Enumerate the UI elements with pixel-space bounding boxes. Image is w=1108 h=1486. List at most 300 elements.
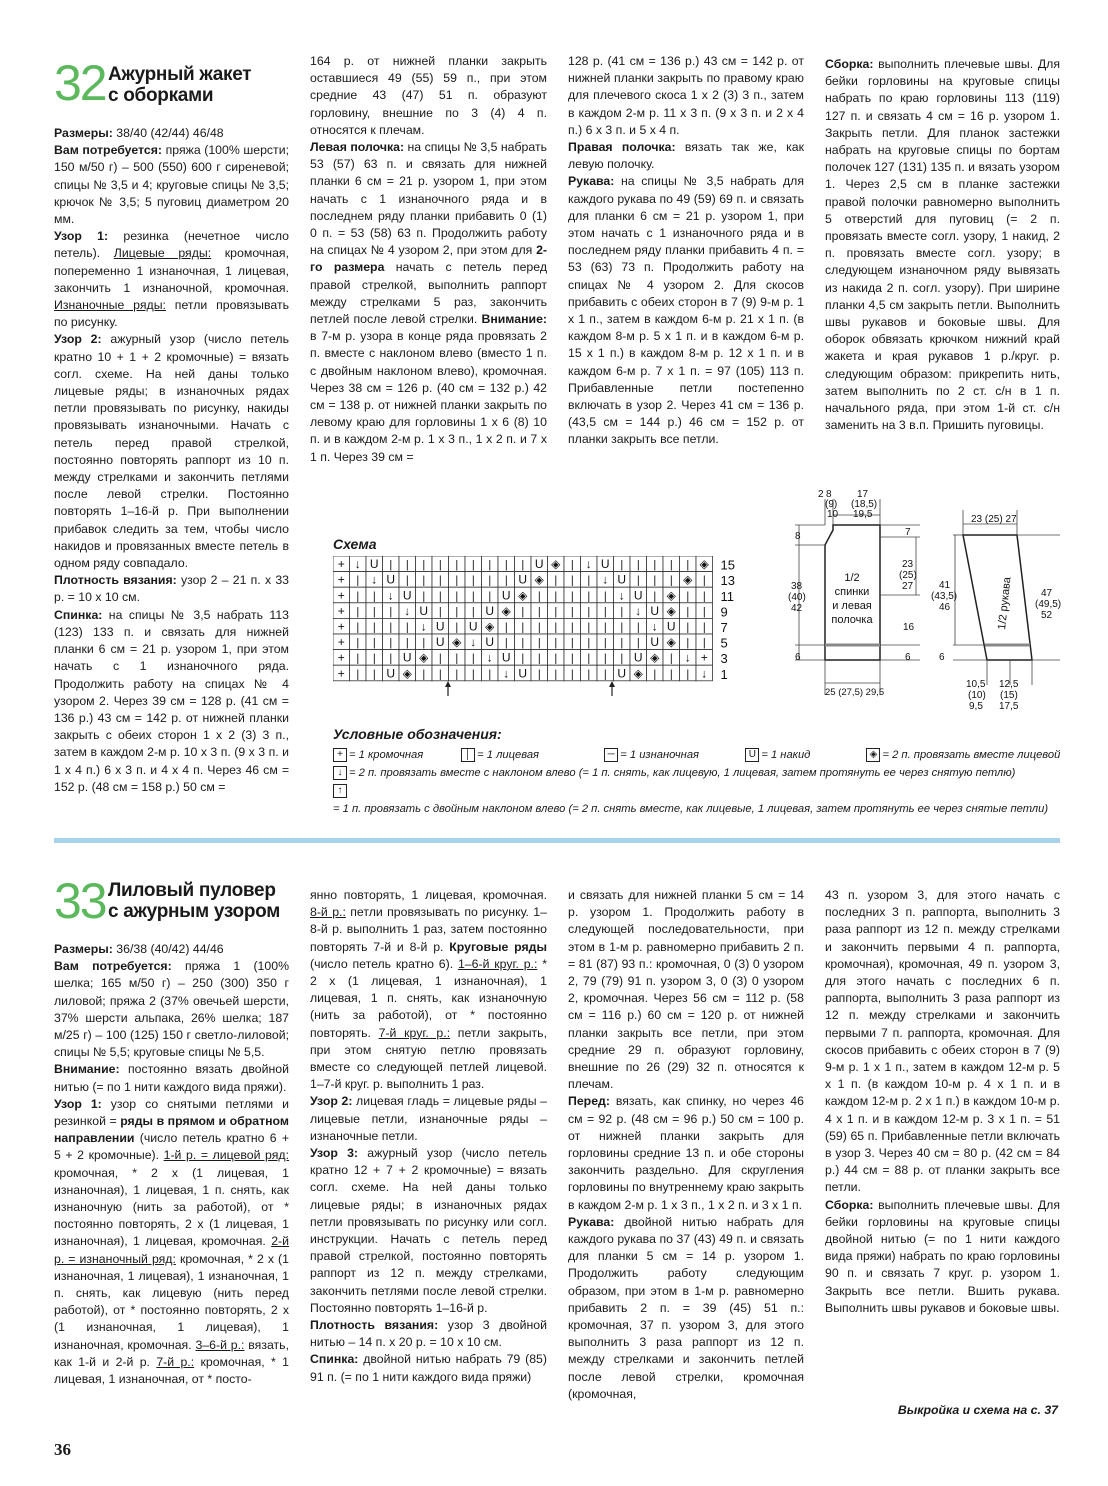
- chart-symbol: ↓: [618, 588, 625, 603]
- left-decrease-icon: ↓: [333, 766, 347, 780]
- pattern-title-33: [108, 880, 280, 922]
- chart-symbol: +: [337, 557, 345, 572]
- chart-symbol: |: [686, 590, 690, 603]
- chart-symbol: |: [389, 605, 393, 618]
- chart-symbol: |: [389, 652, 393, 665]
- chart-symbol: |: [702, 637, 706, 650]
- k2tog-icon: ◈: [866, 748, 880, 762]
- chart-symbol: ↓: [354, 557, 361, 572]
- chart-symbol: ↓: [371, 572, 378, 587]
- m-38b: (40): [788, 592, 806, 603]
- chart-symbol: |: [471, 559, 475, 572]
- chart-symbol: |: [455, 621, 459, 634]
- chart-symbol: |: [422, 637, 426, 650]
- s-top: 23 (25) 27: [971, 514, 1017, 525]
- chart-symbol: |: [422, 668, 426, 681]
- paragraph: Спинка: на спицы № 3,5 набрать 113 (123) 133 п. и связать для нижней планки 6 см = 21 р. узором 1, при этом начать с 1 изнаночного ряда. Продолжить работу на спицах № 4 узором 2. Через 39 см = 128 р. (41 см = 136 р.) 43 см = 142 р. от нижней планки закрыть с обеих сторон 1 х 2 (3) 3 п., затем в каждом 2-м р. 10 х 3 п. (9 х 3 п. и 1 х 4 п.) 6 х 3 п. и 4 х 4 п. Через 46 см = 152 р. (48 см = 158 р.) 50 см =: [54, 607, 289, 794]
- title-line: Ажурный жакет: [108, 64, 252, 85]
- chart-symbol: U: [501, 650, 511, 665]
- chart-symbol: |: [356, 652, 360, 665]
- chart-symbol: |: [521, 652, 525, 665]
- chart-symbol: |: [356, 637, 360, 650]
- s-41a: 41: [939, 580, 951, 591]
- chart-symbol: |: [669, 559, 673, 572]
- chart-symbol: +: [337, 619, 345, 634]
- p33-column-1: [54, 941, 289, 1388]
- chart-symbol: |: [587, 652, 591, 665]
- chart-row-number: 11: [720, 588, 734, 604]
- chart-symbol: |: [471, 605, 475, 618]
- chart-symbol: |: [372, 590, 376, 603]
- chart-symbol: |: [455, 668, 459, 681]
- chart-symbol: |: [422, 559, 426, 572]
- chart-symbol: |: [504, 637, 508, 650]
- sleeve-label: 1/2 рукава: [996, 576, 1014, 631]
- chart-row-number: 1: [720, 666, 728, 682]
- repeat-arrow-left-head: [609, 681, 615, 687]
- chart-symbol: |: [620, 637, 624, 650]
- repeat-arrow-right-head: [445, 681, 451, 687]
- chart-symbol: |: [356, 668, 360, 681]
- chart-symbol: |: [587, 574, 591, 587]
- chart-symbol: +: [337, 635, 345, 650]
- chart-symbol: |: [636, 559, 640, 572]
- chart-symbol: U: [633, 650, 643, 665]
- m-top2: 8: [826, 489, 832, 500]
- chart-symbol: U: [518, 572, 528, 587]
- chart-symbol: |: [620, 559, 624, 572]
- chart-symbol: |: [702, 605, 706, 618]
- paragraph: Размеры: 36/38 (40/42) 44/46: [54, 942, 224, 956]
- paragraph: 164 р. от нижней планки закрыть оставшиеся 49 (55) 59 п., при этом средние 43 (47) 51 п. образуют горловину, внешние по 3 (4) 4 п. относятся к плечам.: [310, 54, 547, 137]
- m-23a: 23: [902, 559, 914, 570]
- legend-knit-text: = 1 лицевая: [477, 749, 540, 761]
- legend-item-edge: [333, 746, 458, 764]
- chart-row-numbers: [721, 558, 735, 682]
- chart-symbol: |: [521, 637, 525, 650]
- chart-symbol: |: [686, 621, 690, 634]
- chart-symbol: |: [603, 621, 607, 634]
- s-47c: 52: [1041, 610, 1053, 621]
- m-16: 16: [903, 622, 915, 633]
- chart-symbol: |: [554, 637, 558, 650]
- chart-symbol: |: [686, 637, 690, 650]
- chart-row-number: 7: [720, 620, 728, 635]
- chart-symbol: |: [455, 652, 459, 665]
- legend-purl-text: = 1 изнаночная: [620, 749, 700, 761]
- chart-symbol: |: [537, 605, 541, 618]
- chart-symbol: |: [504, 559, 508, 572]
- chart-symbol: |: [356, 590, 360, 603]
- legend-item-k2tog: [866, 746, 1060, 764]
- paragraph: Узор 1: резинка (нечетное число петель). Лицевые ряды: кромочная, попеременно 1 изнаночная, 1 лицевая, закончить 1 изнаночной, кромочная. Изнаночные ряды: петли провязывать по рисунку.: [54, 229, 289, 330]
- paragraph: Узор 3: ажурный узор (число петель кратно 12 + 7 + 2 кромочные) = вязать согл. схеме. На ней даны только лицевые ряды; в изнаночных рядах петли провязывать по рисунку или согл. инструкции. Начать с петель перед правой стрелкой, постоянно повторять раппорт из 12 п. между стрелками, закончить петлями после левой стрелки. Постоянно повторять 1–16-й р.: [310, 1146, 548, 1315]
- sleeve-schematic: [925, 500, 1065, 715]
- footer-note: Выкройка и схема на с. 37: [897, 1403, 1058, 1417]
- chart-symbol: |: [686, 668, 690, 681]
- paragraph: Перед: вязать, как спинку, но через 46 см = 92 р. (48 см = 96 р.) 50 см = 100 р. от нижней планки закрыть для горловины средние 13 п. и обе стороны закончить раздельно. Для скругления горловины по внутреннему краю закрыть в каждом 2-м р. 1 х 3 п., 1 х 2 п. и 3 х 1 п.: [568, 1094, 804, 1212]
- chart-symbol: |: [686, 605, 690, 618]
- chart-symbol: ◈: [650, 650, 660, 665]
- pattern-number-33: 33: [54, 873, 106, 929]
- chart-symbol: |: [521, 621, 525, 634]
- chart-symbol: |: [504, 621, 508, 634]
- chart-symbol: |: [356, 605, 360, 618]
- chart-symbol: |: [537, 590, 541, 603]
- chart-symbol: |: [372, 668, 376, 681]
- chart-symbol: |: [405, 637, 409, 650]
- chart-symbol: |: [422, 574, 426, 587]
- chart-symbol: ↓: [684, 650, 691, 665]
- chart-symbol: |: [372, 605, 376, 618]
- pattern-number-32: 32: [54, 55, 106, 111]
- paragraph: Сборка: выполнить плечевые швы. Для бейки горловины на круговые спицы набрать по краю горловины 113 (119) 127 п. и связать 4 см = 16 р. узором 1. Закрыть петли. Для планок застежки набрать на круговые спицы по бортам полочек 127 (131) 135 п. и вязать узором 1. Через 2,5 см в планке застежки правой полочки равномерно выполнить 5 отверстий для пуговиц (= 2 п. провязать вместе согл. узору, 1 накид, 2 п. провязать вместе согл. узору; в следующем изнаночном ряду вывязать из накида 2 п. согл. узору). При ширине планки 4,5 см закрыть петли. Выполнить швы рукавов и боковые швы. Для оборок обвязать крючком нижний край жакета и края рукавов 1 р./круг. р. следующим образом: прикрепить нить, затем выполнить по 2 ст. с/н в 1 п. начального ряда, при этом 1-й ст. с/н заменить на 3 в.п. Пришить пуговицы.: [825, 57, 1060, 433]
- m-38c: 42: [791, 603, 803, 614]
- s-47b: (49,5): [1035, 599, 1062, 610]
- chart-symbol: ◈: [534, 572, 544, 587]
- legend: [333, 746, 1063, 818]
- legend-edge-text: = 1 кромочная: [349, 749, 424, 761]
- p32-column-2: [310, 53, 547, 466]
- chart-symbol: |: [488, 668, 492, 681]
- paragraph: Сборка: выполнить плечевые швы. Для бейки горловины на круговые спицы двойной нитью (= по 1 нити каждого вида пряжи) набрать по краю горловины 90 п. и связать 7 круг. р. узором 1. Закрыть все петли. Вшить рукава. Выполнить швы рукавов и боковые швы.: [825, 1197, 1060, 1315]
- chart-symbol: |: [686, 559, 690, 572]
- chart-symbol: |: [488, 590, 492, 603]
- m-top5: 17: [857, 489, 869, 500]
- chart-symbol: |: [587, 637, 591, 650]
- chart-symbol: |: [438, 590, 442, 603]
- paragraph: Плотность вязания: узор 3 двойной нитью – 14 п. х 20 р. = 10 х 10 см.: [310, 1318, 547, 1350]
- chart-symbol: |: [669, 652, 673, 665]
- chart-symbol: |: [372, 621, 376, 634]
- chart-row-number: 5: [720, 635, 728, 651]
- legend-left-dec-text: = 2 п. провязать вместе с наклоном влево (= 1 п. снять, как лицевую, 1 лицевая, затем протянуть ее через снятую петлю): [349, 767, 1016, 779]
- chart-grid: [333, 556, 713, 681]
- legend-yo-text: = 1 накид: [761, 749, 811, 761]
- legend-item-knit: [461, 746, 601, 764]
- paragraph: 43 п. узором 3, для этого начать с последних 3 п. раппорта, выполнить 3 раза раппорт из 12 п. между стрелками и закончить первыми 4 п. раппорта, кромочная), кромочная, 49 п. узором 3, для этого начать с последних 6 п. раппорта, выполнить 3 раза раппорт из 12 п. между стрелками и закончить первыми 7 п. раппорта, кромочная. Для скосов прибавить с обеих сторон в 7 (9) 9-м р. 1 х 1 п., затем в каждом 12-м р. 5 х 1 п. (в каждом 10-м р. 4 х 1 п. и в каждом 12-м р. 2 х 1 п.) в каждом 10-м р. 4 х 1 п. и в каждом 12-м р. 3 х 1 п. = 51 (59) 65 п. Прибавленные петли включать в узор 3. Через 40 см = 80 р. (42 см = 84 р.) 44 см = 88 р. от планки закрыть все петли.: [825, 888, 1060, 1195]
- chart-symbol: U: [617, 572, 627, 587]
- chart-symbol: |: [570, 559, 574, 572]
- m-top1: 2: [818, 489, 824, 500]
- chart-symbol: |: [521, 605, 525, 618]
- chart-symbol: U: [666, 619, 676, 634]
- chart-symbol: ↓: [404, 603, 411, 618]
- chart-symbol: ◈: [419, 650, 429, 665]
- p32-column-3: [568, 53, 804, 449]
- paragraph: и связать для нижней планки 5 см = 14 р. узором 1. Продолжить работу в следующей последовательности, при этом в 1-м р. равномерно прибавить 2 п. = 81 (87) 93 п.: кромочная, 0 (3) 0 узором 2, 79 (79) 91 п. узором 3, 0 (3) 0 узором 2, кромочная. Через 56 см = 112 р. (58 см = 116 р.) 60 см = 120 р. от нижней планки закрыть все петли, при этом средние 29 п. образуют горловину, внешние по 26 (29) 32 п. относятся к плечам.: [568, 888, 804, 1092]
- chart-symbol: +: [337, 603, 345, 618]
- legend-item-purl: [604, 746, 742, 764]
- chart-symbol: ↓: [470, 635, 477, 650]
- legend-title: Условные обозначения:: [333, 726, 502, 742]
- chart-symbol: |: [570, 574, 574, 587]
- chart-symbol: |: [653, 574, 657, 587]
- chart-symbol: U: [617, 666, 627, 681]
- chart-symbol: U: [650, 635, 660, 650]
- chart-symbol: |: [455, 574, 459, 587]
- p33-column-3: [568, 887, 804, 1403]
- chart-symbol: ◈: [501, 603, 511, 618]
- m-top4: 10: [827, 509, 839, 520]
- chart-symbol: |: [653, 668, 657, 681]
- chart-symbol: |: [356, 621, 360, 634]
- back-label-2: спинки: [834, 586, 870, 598]
- chart-symbol: |: [570, 637, 574, 650]
- page-number: 36: [54, 1440, 71, 1459]
- chart-symbol: ◈: [666, 603, 676, 618]
- chart-symbol: |: [570, 668, 574, 681]
- p32-column-1: [54, 125, 289, 796]
- chart-symbol: |: [653, 590, 657, 603]
- chart-symbol: |: [603, 637, 607, 650]
- s-b1c: 9,5: [969, 701, 983, 712]
- chart-symbol: U: [435, 635, 445, 650]
- chart-symbol: |: [603, 605, 607, 618]
- chart-symbol: |: [702, 574, 706, 587]
- paragraph: Рукава: двойной нитью набрать для каждого рукава по 37 (43) 49 п. и связать для планки 5 см = 14 р. узором 1. Продолжить работу следующим образом, при этом в 1-м р. равномерно прибавить 2 п. = 39 (45) 51 п.: кромочная, 37 п. узором 3, для этого выполнить 3 раза раппорт из 12 п. между стрелками и закончить петлей после левой стрелки, кромочная (кромочная,: [568, 1214, 804, 1401]
- chart-symbol: |: [570, 621, 574, 634]
- paragraph: Вам потребуется: пряжа (100% шерсти; 150 м/50 г) – 500 (550) 600 г сиреневой; спицы № 3,5 и 4; круговые спицы № 3,5; крючок № 3,5; 5 пуговиц диаметром 20 мм.: [54, 143, 289, 227]
- chart-symbol: U: [633, 588, 643, 603]
- paragraph: Рукава: на спицы № 3,5 набрать для каждого рукава по 49 (59) 69 п. и связать для планки 6 см = 21 р. узором 1, при этом начать с 1 изнаночного ряда и в последнем ряду планки прибавить 4 п. = 53 (63) 73 п. Продолжить работу на спицах № 4 узором 2. Для скосов прибавить с обеих сторон в 7 (9) 9-м р. 1 х 1 п., затем в каждом 6-м р. 21 х 1 п. (в каждом 8-м р. 5 х 1 п. и в каждом 6-м р. 15 х 1 п.) в каждом 8-м р. 12 х 1 п. и в каждом 6-м р. 7 х 1 п. = 97 (105) 113 п. Прибавленные петли постепенно включать в узор 2. Через 41 см = 136 р. (43,5 см = 144 р.) 46 см = 152 р. от планки закрыть все петли.: [568, 174, 804, 447]
- chart-symbol: ◈: [699, 557, 709, 572]
- chart-symbol: +: [337, 650, 345, 665]
- chart-symbol: U: [501, 588, 511, 603]
- chart-symbol: ◈: [633, 666, 643, 681]
- chart-symbol: ◈: [666, 635, 676, 650]
- paragraph: янно повторять, 1 лицевая, кромочная. 8-й р.: петли провязывать по рисунку. 1–8-й р. выполнить 1 раз, затем постоянно повторять 7-й и 8-й р. Круговые ряды (число петель кратно 6). 1–6-й круг. р.: * 2 х (1 лицевая, 1 изнаночная), 1 лицевая, 1 п. снять, как изнаночную (нить за работой), от * постоянно повторять. 7-й круг. р.: петли закрыть, при этом снятую петлю провязать вместе со следующей петлей лицевой. 1–7-й круг. р. выполнить 1 раз.: [310, 888, 547, 1092]
- chart-symbol: ◈: [518, 588, 528, 603]
- legend-double-dec-text: = 1 п. провязать с двойным наклоном влево (= 2 п. снять вместе, как лицевые, 1 лицевая, затем протянуть ее через снятые петли): [333, 803, 1049, 815]
- chart-symbol: |: [405, 559, 409, 572]
- p33-column-4: [825, 887, 1060, 1317]
- s-b1a: 10,5: [966, 679, 986, 690]
- chart-symbol: |: [488, 574, 492, 587]
- legend-item-yo: [745, 746, 863, 764]
- chart-symbol: U: [386, 572, 396, 587]
- chart-symbol: ◈: [452, 635, 462, 650]
- chart-symbol: |: [438, 605, 442, 618]
- chart-symbol: |: [356, 574, 360, 587]
- chart-symbol: ↓: [635, 603, 642, 618]
- knit-symbol-icon: │: [461, 748, 475, 762]
- m-top3: (9): [825, 499, 838, 510]
- chart-symbol: |: [702, 621, 706, 634]
- paragraph: Узор 2: ажурный узор (число петель кратно 10 + 1 + 2 кромочные) = вязать согл. схеме. На ней даны только лицевые ряды; в изнаночных рядах петли провязывать по рисунку, накиды провязывать изнаночными. Начать с петель перед правой стрелкой, постоянно повторять раппорт из 10 п. между стрелками и закончить петлями после левой стрелки. Постоянно повторять 1–16-й р. При выполнении прибавок следить за тем, чтобы число накидов и провязанных вместе петель в одном ряду совпадало.: [54, 332, 290, 571]
- chart-symbol: |: [504, 574, 508, 587]
- paragraph: Узор 1: узор со снятыми петлями и резинкой = ряды в прямом и обратном направлении (число петель кратно 6 + 5 + 2 кромочные). 1-й р. = лицевой ряд: кромочная, * 2 х (1 лицевая, 1 изнаночная), 1 лицевая, 1 п. снять, как изнаночную (нить за работой), от * постоянно повторять, 2 х (1 лицевая, 1 изнаночная), 1 лицевая, кромочная. 2-й р. = изнаночный ряд: кромочная, * 2 х (1 изнаночная, 1 лицевая), 1 изнаночная, 1 п. снять, как лицевую (нить перед работой), от * постоянно повторять, 2 х (1 изнаночная, 1 лицевая), 1 изнаночная, кромочная. 3–6-й р.: вязать, как 1-й и 2-й р. 7-й р.: кромочная, * 1 лицевая, 1 изнаночная, от * посто-: [54, 1096, 289, 1387]
- paragraph: Левая полочка: на спицы № 3,5 набрать 53 (57) 63 п. и связать для нижней планки 6 см = 21 р. узором 1, при этом начать с 1 изнаночного ряда и в последнем ряду планки прибавить 0 (1) 0 п. = 53 (58) 63 п. Продолжить работу на спицах № 4 узором 2, при этом для 2-го размера начать с петель перед правой стрелкой, выполнить раппорт между стрелками 5 раз, закончить петлей после левой стрелки. Внимание: в 7-м р. узора в конце ряда провязать 2 п. вместе с наклоном влево (вместо 1 п. с двойным наклоном влево), кромочная. Через 38 см = 126 р. (40 см = 132 р.) 42 см = 138 р. от нижней планки закрыть по левому краю для горловины 1 х 6 (8) 10 п. и в каждом 2-м р. 1 х 3 п., 1 х 2 п. и 7 х 1 п. Через 39 см =: [310, 140, 547, 464]
- chart-symbol: |: [488, 559, 492, 572]
- chart-symbol: |: [537, 652, 541, 665]
- yarn-over-icon: U: [745, 748, 759, 762]
- chart-row-number: 13: [720, 573, 735, 589]
- purl-symbol-icon: ─: [604, 748, 618, 762]
- chart-symbol: U: [485, 635, 495, 650]
- chart-symbol: |: [372, 637, 376, 650]
- chart-symbol: |: [405, 574, 409, 587]
- chart-symbol: |: [570, 652, 574, 665]
- chart-title: Схема: [333, 536, 377, 552]
- chart-symbol: ↓: [420, 619, 427, 634]
- chart-symbol: U: [650, 603, 660, 618]
- m-23c: 27: [902, 581, 914, 592]
- chart-symbol: |: [554, 652, 558, 665]
- chart-symbol: U: [402, 588, 412, 603]
- chart-symbol: ↓: [503, 666, 510, 681]
- chart-row-number: 15: [720, 557, 735, 573]
- legend-row-3: [333, 782, 1063, 818]
- chart-symbol: |: [471, 590, 475, 603]
- m-6a: 6: [795, 652, 801, 663]
- chart-symbol: U: [518, 666, 528, 681]
- paragraph: Плотность вязания: узор 2 – 21 п. х 33 р. = 10 х 10 см.: [54, 573, 290, 605]
- chart-symbol: |: [455, 559, 459, 572]
- paragraph: Вам потребуется: пряжа 1 (100% шелка; 165 м/50 г) – 250 (300) 350 г лиловой; пряжа 2 (37% овечьей шерсти, 37% шерсти альпака, 26% шелка; 187 м/25 г) – 100 (125) 150 г светло-лиловой; спицы № 5,5; круговые спицы № 5,5.: [54, 959, 289, 1060]
- chart-symbol: |: [422, 590, 426, 603]
- m-top7: 19,5: [853, 509, 873, 520]
- s-6: 6: [939, 652, 945, 663]
- chart-symbol: |: [620, 652, 624, 665]
- chart-symbol: ↓: [486, 650, 493, 665]
- chart-symbol: |: [587, 668, 591, 681]
- paragraph: Правая полочка: вязать так же, как левую полочку.: [568, 140, 805, 172]
- back-label-3: и левая: [832, 600, 872, 612]
- chart-symbol: ◈: [683, 572, 693, 587]
- chart-symbol: |: [702, 590, 706, 603]
- chart-symbol: U: [485, 603, 495, 618]
- chart-symbol: ↓: [651, 619, 658, 634]
- chart-symbol: |: [372, 652, 376, 665]
- pattern-title-32: [108, 64, 251, 106]
- edge-symbol-icon: +: [333, 748, 347, 762]
- chart-symbol: |: [603, 668, 607, 681]
- chart-row-number: 3: [720, 651, 728, 667]
- m-8: 8: [795, 531, 801, 542]
- chart-symbol: |: [438, 652, 442, 665]
- chart-symbol: ◈: [402, 666, 412, 681]
- section-divider: [54, 838, 1060, 843]
- s-b1b: (10): [968, 690, 986, 701]
- chart-symbol: ↓: [585, 557, 592, 572]
- paragraph: 128 р. (41 см = 136 р.) 43 см = 142 р. от нижней планки закрыть по правому краю для плечевого скоса 1 х 2 (3) 3 п., затем в каждом 2-м р. 11 х 3 п. (9 х 3 п. и 2 х 4 п.) 6 х 3 п. и 5 х 4 п.: [568, 54, 804, 137]
- chart-symbol: |: [438, 574, 442, 587]
- chart-symbol: |: [471, 652, 475, 665]
- chart-symbol: ◈: [666, 588, 676, 603]
- chart-symbol: |: [653, 559, 657, 572]
- back-label-4: полочка: [831, 614, 873, 626]
- chart-symbol: |: [554, 605, 558, 618]
- chart-symbol: |: [438, 668, 442, 681]
- chart-symbol: ◈: [551, 557, 561, 572]
- legend-row-2: [333, 764, 1063, 782]
- title-line: Лиловый пуловер: [108, 880, 276, 901]
- s-b2c: 17,5: [999, 701, 1019, 712]
- chart-symbol: |: [554, 590, 558, 603]
- chart-symbol: |: [570, 605, 574, 618]
- chart-symbol: U: [402, 650, 412, 665]
- m-23b: (25): [899, 570, 917, 581]
- double-decrease-icon: ↑: [333, 784, 347, 798]
- chart-symbol: |: [405, 621, 409, 634]
- m-38a: 38: [791, 581, 803, 592]
- legend-row-1: [333, 746, 1063, 764]
- chart-symbol: |: [620, 605, 624, 618]
- p32-column-4: [825, 56, 1060, 434]
- chart-symbol: U: [369, 557, 379, 572]
- chart-symbol: |: [669, 574, 673, 587]
- chart-symbol: +: [700, 650, 708, 665]
- title-line: с ажурным узором: [108, 901, 280, 922]
- chart-symbol: U: [435, 619, 445, 634]
- sleeve-outline: [963, 535, 1032, 660]
- chart-symbol: |: [455, 590, 459, 603]
- chart-symbol: |: [455, 605, 459, 618]
- legend-k2tog-text: = 2 п. провязать вместе лицевой: [882, 749, 1061, 761]
- chart-symbol: |: [603, 652, 607, 665]
- chart-symbol: U: [468, 619, 478, 634]
- chart-symbol: |: [620, 621, 624, 634]
- chart-symbol: +: [337, 588, 345, 603]
- chart-symbol: U: [386, 666, 396, 681]
- chart-symbol: ↓: [701, 666, 708, 681]
- chart-symbol: |: [389, 559, 393, 572]
- chart-symbol: U: [600, 557, 610, 572]
- chart-symbol: ◈: [485, 619, 495, 634]
- m-bottom: 25 (27,5) 29,5: [825, 687, 885, 698]
- chart-symbol: +: [337, 666, 345, 681]
- chart-symbol: |: [537, 621, 541, 634]
- m-top6: (18,5): [851, 499, 878, 510]
- chart-symbol: |: [636, 621, 640, 634]
- title-line: с оборками: [108, 85, 214, 106]
- chart-symbol: |: [389, 637, 393, 650]
- chart-symbol: +: [337, 572, 345, 587]
- paragraph: Узор 2: лицевая гладь = лицевые ряды – лицевые петли, изнаночные ряды – изнаночные петли.: [310, 1094, 547, 1143]
- chart-symbol: ↓: [602, 572, 609, 587]
- chart-symbol: U: [419, 603, 429, 618]
- chart-row-number: 9: [720, 604, 728, 620]
- p33-column-2: [310, 887, 547, 1386]
- s-41c: 46: [939, 602, 951, 613]
- chart-symbol: |: [537, 668, 541, 681]
- chart-symbol: |: [587, 605, 591, 618]
- chart-symbol: |: [537, 637, 541, 650]
- chart-symbol: |: [669, 668, 673, 681]
- paragraph: Спинка: двойной нитью набрать 79 (85) 91 п. (= по 1 нити каждого вида пряжи): [310, 1352, 547, 1384]
- m-7: 7: [905, 527, 911, 538]
- chart-symbol: |: [587, 590, 591, 603]
- chart-symbol: |: [471, 574, 475, 587]
- chart-symbol: U: [534, 557, 544, 572]
- s-b2a: 12,5: [999, 679, 1019, 690]
- paragraph: Размеры: 38/40 (42/44) 46/48: [54, 126, 224, 140]
- chart-symbol: |: [587, 621, 591, 634]
- chart-symbol: |: [603, 590, 607, 603]
- s-b2b: (15): [1000, 690, 1018, 701]
- chart-symbol: |: [636, 637, 640, 650]
- paragraph: Внимание: постоянно вязать двойной нитью (= по 1 нити каждого вида пряжи).: [54, 1062, 289, 1094]
- chart-symbol: |: [389, 621, 393, 634]
- body-schematic: [785, 485, 925, 700]
- s-47a: 47: [1041, 588, 1053, 599]
- back-label-1: 1/2: [844, 572, 860, 584]
- s-41b: (43,5): [931, 591, 958, 602]
- chart-symbol: |: [554, 668, 558, 681]
- chart-symbol: |: [554, 621, 558, 634]
- knitting-chart: [333, 556, 753, 696]
